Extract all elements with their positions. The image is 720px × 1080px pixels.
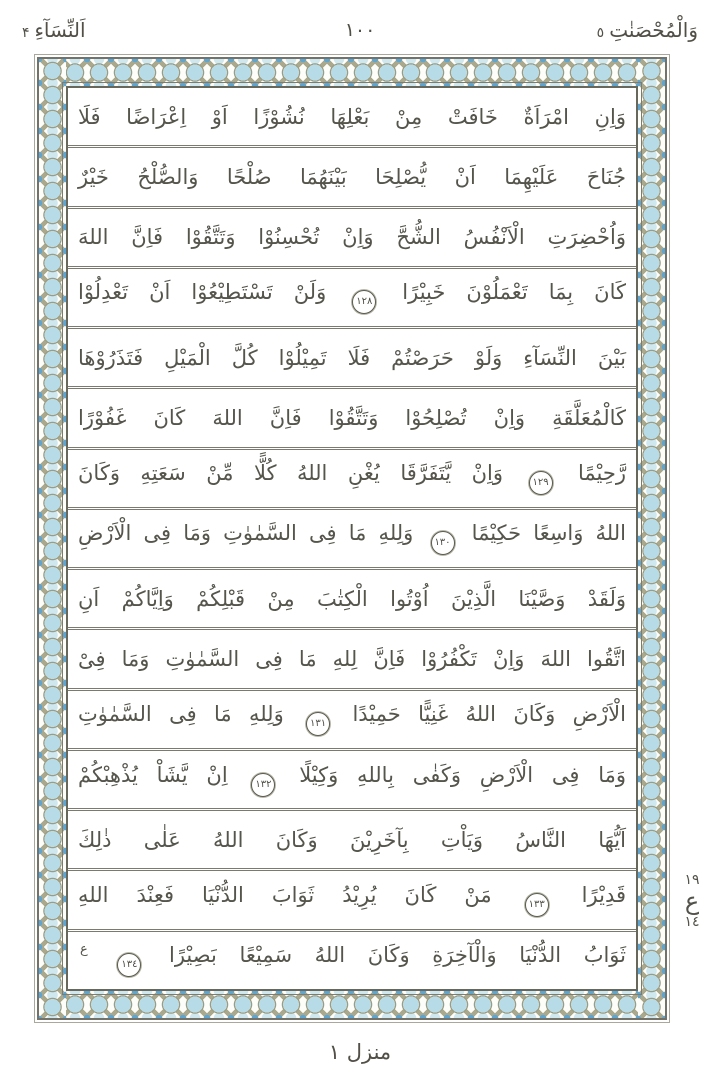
juz-number: ٥ — [596, 25, 605, 41]
quran-line-text — [78, 346, 626, 370]
ornament-band-left — [39, 59, 66, 1018]
quran-line — [68, 326, 636, 386]
surah-name: اَلنِّسَآءِ — [34, 18, 86, 42]
quran-line-text — [78, 521, 626, 555]
verse-end-medallion: ١٣٠ — [431, 531, 455, 555]
ruku-end-mark: ع — [80, 942, 88, 958]
quran-line — [68, 868, 636, 928]
ayah-text: كَالْمُعَلَّقَةِ وَاِنْ تُصْلِحُوْا وَتَتَّقُوْا فَاِنَّ اللهَ كَانَ غَفُوْرًا — [78, 405, 626, 430]
ayah-text: اِنْ يَّشَاْ يُذْهِبْكُمْ — [78, 762, 228, 787]
quran-line-text — [78, 587, 626, 611]
quran-line — [68, 567, 636, 627]
verse-end-medallion: ١٣٣ — [525, 893, 549, 917]
ayah-text: وَاِنِ امْرَاَةٌ خَافَتْ مِنْ بَعْلِهَا نُشُوْزًا اَوْ اِعْرَاضًا فَلَا — [78, 104, 626, 129]
quran-line — [68, 266, 636, 326]
ruku-top-number: ١٩ — [684, 872, 700, 888]
quran-line — [68, 386, 636, 446]
manzil-footer: منزل ١ — [328, 1040, 392, 1064]
ornament-band-right — [638, 59, 665, 1018]
quran-line-text — [78, 763, 626, 797]
quran-line — [68, 88, 636, 145]
text-area — [68, 88, 636, 989]
quran-line — [68, 627, 636, 687]
ayah-text: وَاِنْ يَّتَفَرَّقَا يُغْنِ اللهُ كُلًّا مِّنْ سَعَتِهِ وَكَانَ — [78, 461, 504, 486]
quran-line — [68, 507, 636, 567]
quran-line — [68, 929, 636, 989]
ayah-text: رَّحِيْمًا — [578, 461, 626, 486]
verse-end-medallion: ١٣٤ — [117, 953, 141, 977]
surah-number: ۴ — [22, 25, 30, 41]
inner-text-frame — [66, 86, 638, 991]
quran-line-text — [78, 225, 626, 249]
quran-line — [68, 748, 636, 808]
ayah-text: وَلَقَدْ وَصَّيْنَا الَّذِيْنَ اُوْتُوا الْكِتٰبَ مِنْ قَبْلِكُمْ وَاِيَّاكُمْ اَنِ — [78, 586, 626, 611]
verse-end-medallion: ١٣٢ — [251, 773, 275, 797]
ruku-bottom-number: ١٤ — [684, 913, 700, 930]
verse-end-medallion: ١٢٨ — [352, 290, 376, 314]
page-header — [0, 10, 720, 50]
ruku-margin-marker — [670, 872, 714, 931]
page-number: ١٠٠ — [344, 19, 376, 41]
ayah-text: كَانَ بِمَا تَعْمَلُوْنَ خَبِيْرًا — [402, 280, 626, 305]
quran-line — [68, 688, 636, 748]
verse-end-medallion: ١٢٩ — [529, 471, 553, 495]
quran-line-text — [78, 280, 626, 314]
quran-line-text — [78, 883, 626, 917]
quran-line — [68, 206, 636, 266]
ayah-text: قَدِيْرًا — [581, 883, 626, 908]
ayah-text: الْاَرْضِ وَكَانَ اللهُ غَنِيًّا حَمِيْدًا — [352, 702, 626, 727]
verse-end-medallion: ١٣١ — [306, 712, 330, 736]
quran-line-text — [78, 406, 626, 430]
quran-line-text — [78, 165, 626, 189]
ayah-text: وَلَنْ تَسْتَطِيْعُوْا اَنْ تَعْدِلُوْا — [78, 280, 327, 305]
quran-line-text — [78, 105, 626, 129]
quran-line-text — [78, 647, 626, 671]
surah-label — [22, 18, 86, 42]
quran-line — [68, 145, 636, 205]
ayah-text: بَيْنَ النِّسَآءِ وَلَوْ حَرَصْتُمْ فَلَا تَمِيْلُوْا كُلَّ الْمَيْلِ فَتَذَرُوْهَا — [78, 345, 626, 370]
ayah-text: مَنْ كَانَ يُرِيْدُ ثَوَابَ الدُّنْيَا فَعِنْدَ اللهِ — [78, 883, 492, 908]
quran-line — [68, 447, 636, 507]
ayah-text: جُنَاحَ عَلَيْهِمَا اَنْ يُّصْلِحَا بَيْنَهُمَا صُلْحًا وَالصُّلْحُ خَيْرٌ — [78, 164, 626, 189]
juz-label — [597, 18, 698, 42]
ayah-text: اتَّقُوا اللهَ وَاِنْ تَكْفُرُوْا فَاِنَّ لِلهِ مَا فِى السَّمٰوٰتِ وَمَا فِىْ — [78, 646, 626, 671]
ornament-band-bottom — [39, 991, 665, 1018]
ayah-text: اَيُّهَا النَّاسُ وَيَاْتِ بِآخَرِيْنَ وَكَانَ اللهُ عَلٰى ذٰلِكَ — [78, 827, 626, 852]
quran-line-text — [78, 828, 626, 852]
ayah-text: وَاُحْضِرَتِ الْاَنْفُسُ الشُّحَّ وَاِنْ تُحْسِنُوْا وَتَتَّقُوْا فَاِنَّ اللهَ — [78, 225, 626, 250]
ayah-text: وَمَا فِى الْاَرْضِ وَكَفٰى بِاللهِ وَكِيْلًا — [299, 762, 627, 787]
ayah-text: ثَوَابُ الدُّنْيَا وَالْآخِرَةِ وَكَانَ اللهُ سَمِيْعًا بَصِيْرًا — [169, 943, 626, 968]
ayah-text: وَلِلهِ مَا فِى السَّمٰوٰتِ وَمَا فِى الْاَرْضِ — [78, 521, 414, 546]
ornament-band-top — [39, 59, 665, 86]
ayah-text: وَلِلهِ مَا فِى السَّمٰوٰتِ — [78, 702, 284, 727]
ornamental-border-frame — [37, 57, 667, 1020]
quran-line — [68, 808, 636, 868]
ayah-text: اللهُ وَاسِعًا حَكِيْمًا — [471, 521, 626, 546]
juz-name: وَالْمُحْصَنٰتِ — [609, 18, 698, 42]
quran-line-text — [78, 943, 626, 977]
ruku-ayn-glyph: ع — [684, 886, 700, 915]
quran-line-text — [78, 461, 626, 495]
quran-line-text — [78, 702, 626, 736]
